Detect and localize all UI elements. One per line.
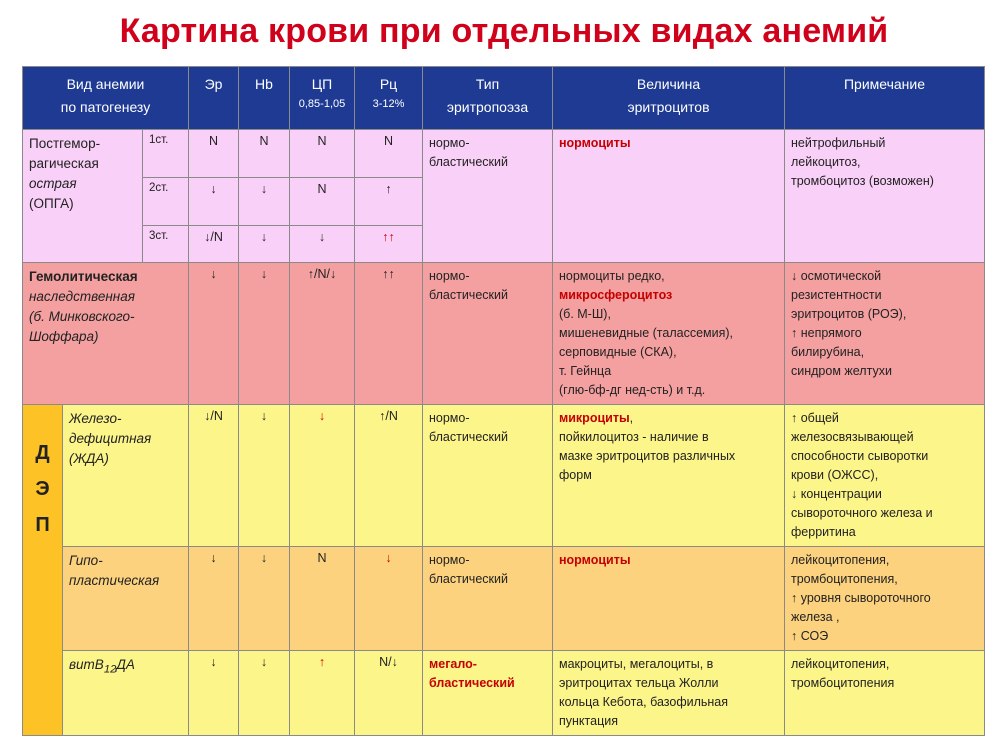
b12-size-line2: эритроцитах тельца Жолли [559, 676, 719, 690]
page-title: Картина крови при отдельных видах анемий [119, 12, 889, 50]
hypo-size-text: нормоциты [559, 553, 631, 567]
opga-stage-3-cp: ↓ [290, 226, 355, 263]
hemolytic-label-line2: наследственная [29, 289, 135, 304]
ida-type [423, 405, 553, 547]
ida-size-line3: мазке эритроцитов различных [559, 449, 736, 463]
hypo-label-line1: Гипо- [69, 553, 103, 568]
hemolytic-size-line1: нормоциты редко, [559, 269, 665, 283]
opga-type-line2: бластический [429, 155, 508, 169]
ida-er: ↓/N [189, 405, 239, 547]
header-anemia-type-line1: Вид анемии [66, 76, 145, 92]
opga-stage-3: 3ст. [143, 226, 189, 263]
header-note [785, 67, 985, 130]
opga-label-line1: Постгемор- [29, 136, 101, 151]
hemolytic-note-line1: ↓ осмотической [791, 269, 882, 283]
hypo-note-line5: ↑ СОЭ [791, 629, 829, 643]
hypo-type-line1: нормо- [429, 553, 470, 567]
hemolytic-cp: ↑/N/↓ [290, 263, 355, 405]
ida-size-line1: микроциты [559, 411, 630, 425]
ida-rc: ↑/N [355, 405, 423, 547]
header-hb [239, 67, 290, 130]
ida-note-line3: способности сыворотки [791, 449, 929, 463]
b12-label-pre: витB [69, 657, 104, 672]
opga-stage-1-cp: N [290, 130, 355, 178]
ida-label-line1: Железо- [69, 411, 122, 426]
hypo-note-line2: тромбоцитопения, [791, 572, 898, 586]
opga-stage-1-hb: N [239, 130, 290, 178]
hypo-label [63, 547, 189, 651]
opga-label-line3: острая [29, 176, 77, 191]
hemolytic-type-line1: нормо- [429, 269, 470, 283]
ida-size [553, 405, 785, 547]
hemolytic-label [23, 263, 189, 405]
header-row [23, 67, 985, 130]
ida-type-line2: бластический [429, 430, 508, 444]
hemolytic-size-line4: мишеневидные (талассемия), [559, 326, 734, 340]
hypo-label-line2: пластическая [69, 573, 160, 588]
ida-cp: ↓ [290, 405, 355, 547]
header-cp [290, 67, 355, 130]
header-rc-norm: 3-12% [372, 98, 405, 110]
header-size-line2: эритроцитов [627, 99, 710, 115]
hypo-note-line4: железа , [791, 610, 840, 624]
opga-stage-2: 2ст. [143, 178, 189, 226]
opga-note [785, 130, 985, 263]
ida-note-line7: ферритина [791, 525, 856, 539]
hemolytic-label-line1: Гемолитическая [29, 269, 138, 284]
anemia-table [22, 66, 985, 736]
hypo-type-line2: бластический [429, 572, 508, 586]
dep-group-label [23, 405, 63, 736]
ida-note-line4: крови (ОЖСС), [791, 468, 879, 482]
hypo-note-line1: лейкоцитопения, [791, 553, 890, 567]
opga-type [423, 130, 553, 263]
opga-stage-1: 1ст. [143, 130, 189, 178]
ida-type-line1: нормо- [429, 411, 470, 425]
opga-stage-2-cp: N [290, 178, 355, 226]
hemolytic-size-line2: микросфероцитоз [559, 288, 673, 302]
header-anemia-type-line2: по патогенезу [60, 99, 151, 115]
b12-size-line1: макроциты, мегалоциты, в [559, 657, 714, 671]
b12-er: ↓ [189, 651, 239, 736]
opga-stage-2-rc: ↑ [355, 178, 423, 226]
dep-letter-2: Э [35, 478, 50, 500]
header-cp-norm: 0,85-1,05 [298, 98, 346, 110]
opga-stage-3-rc: ↑↑ [355, 226, 423, 263]
header-anemia-type [23, 67, 189, 130]
b12-note-line2: тромбоцитопения [791, 676, 895, 690]
hemolytic-size-line7: (глю-бф-дг нед-сть) и т.д. [559, 383, 706, 397]
hypo-rc: ↓ [355, 547, 423, 651]
dep-letter-3: П [35, 514, 50, 536]
b12-size [553, 651, 785, 736]
hemolytic-note-line5: билирубина, [791, 345, 865, 359]
hemolytic-size-line6: т. Гейнца [559, 364, 612, 378]
b12-hb: ↓ [239, 651, 290, 736]
hemolytic-note-line4: ↑ непрямого [791, 326, 862, 340]
b12-type-line1: мегало- [429, 657, 477, 671]
ida-note [785, 405, 985, 547]
header-size-line1: Величина [636, 76, 701, 92]
ida-note-line1: ↑ общей [791, 411, 839, 425]
hemolytic-hb: ↓ [239, 263, 290, 405]
hypo-cp: N [290, 547, 355, 651]
opga-label-line2: рагическая [29, 156, 99, 171]
hypo-type [423, 547, 553, 651]
header-er-label: Эр [204, 76, 223, 92]
opga-label [23, 130, 143, 263]
hemolytic-size [553, 263, 785, 405]
hemolytic-size-line5: серповидные (СКА), [559, 345, 677, 359]
hypo-size [553, 547, 785, 651]
b12-note [785, 651, 985, 736]
b12-label [63, 651, 189, 736]
header-hb-label: Hb [255, 76, 273, 92]
opga-stage-2-hb: ↓ [239, 178, 290, 226]
hemolytic-label-line3: (б. Минковского- [29, 309, 135, 324]
b12-type [423, 651, 553, 736]
b12-type-line2: бластический [429, 676, 515, 690]
b12-rc: N/↓ [355, 651, 423, 736]
hemolytic-note [785, 263, 985, 405]
hemolytic-label-line4: Шоффара) [29, 329, 99, 344]
header-cp-label: ЦП [311, 76, 333, 92]
ida-note-line6: сывороточного железа и [791, 506, 933, 520]
header-rc-label: Рц [379, 76, 398, 92]
hypo-note [785, 547, 985, 651]
header-type-line1: Тип [475, 76, 500, 92]
opga-stage-3-er: ↓/N [189, 226, 239, 263]
ida-size-line1-tail: , [629, 411, 634, 425]
b12-cp: ↑ [290, 651, 355, 736]
opga-type-line1: нормо- [429, 136, 470, 150]
b12-note-line1: лейкоцитопения, [791, 657, 890, 671]
table-row [23, 130, 985, 178]
header-rc [355, 67, 423, 130]
b12-label-post: ДА [116, 657, 135, 672]
ida-hb: ↓ [239, 405, 290, 547]
dep-letter-1: Д [35, 442, 50, 464]
ida-label-line3: (ЖДА) [69, 451, 109, 466]
header-note-label: Примечание [843, 76, 926, 92]
hemolytic-note-line2: резистентности [791, 288, 882, 302]
hemolytic-type-line2: бластический [429, 288, 508, 302]
opga-note-line2: лейкоцитоз, [791, 155, 861, 169]
opga-note-line3: тромбоцитоз (возможен) [791, 174, 934, 188]
b12-size-line4: пунктация [559, 714, 618, 728]
opga-label-line4: (ОПГА) [29, 196, 74, 211]
b12-label-sub: 12 [103, 663, 117, 676]
opga-stage-3-hb: ↓ [239, 226, 290, 263]
hemolytic-er: ↓ [189, 263, 239, 405]
ida-note-line2: железосвязывающей [791, 430, 914, 444]
opga-size-text: нормоциты [559, 136, 631, 150]
opga-stage-1-rc: N [355, 130, 423, 178]
b12-size-line3: кольца Кебота, базофильная [559, 695, 729, 709]
hypo-note-line3: ↑ уровня сывороточного [791, 591, 931, 605]
table-row [23, 651, 985, 736]
hemolytic-type [423, 263, 553, 405]
ida-label [63, 405, 189, 547]
header-size [553, 67, 785, 130]
ida-size-line4: форм [559, 468, 592, 482]
hemolytic-size-line3: (б. М-Ш), [559, 307, 611, 321]
table-row [23, 405, 985, 547]
table-row [23, 547, 985, 651]
ida-size-line2: пойкилоцитоз - наличие в [559, 430, 709, 444]
header-type-line2: эритропоэза [446, 99, 529, 115]
header-er [189, 67, 239, 130]
hemolytic-note-line3: эритроцитов (РОЭ), [791, 307, 907, 321]
opga-stage-1-er: N [189, 130, 239, 178]
hypo-hb: ↓ [239, 547, 290, 651]
table-row [23, 263, 985, 405]
hemolytic-note-line6: синдром желтухи [791, 364, 892, 378]
hemolytic-rc: ↑↑ [355, 263, 423, 405]
ida-note-line5: ↓ концентрации [791, 487, 882, 501]
ida-label-line2: дефицитная [69, 431, 152, 446]
opga-stage-2-er: ↓ [189, 178, 239, 226]
header-type [423, 67, 553, 130]
hypo-er: ↓ [189, 547, 239, 651]
opga-note-line1: нейтрофильный [791, 136, 886, 150]
opga-size [553, 130, 785, 263]
